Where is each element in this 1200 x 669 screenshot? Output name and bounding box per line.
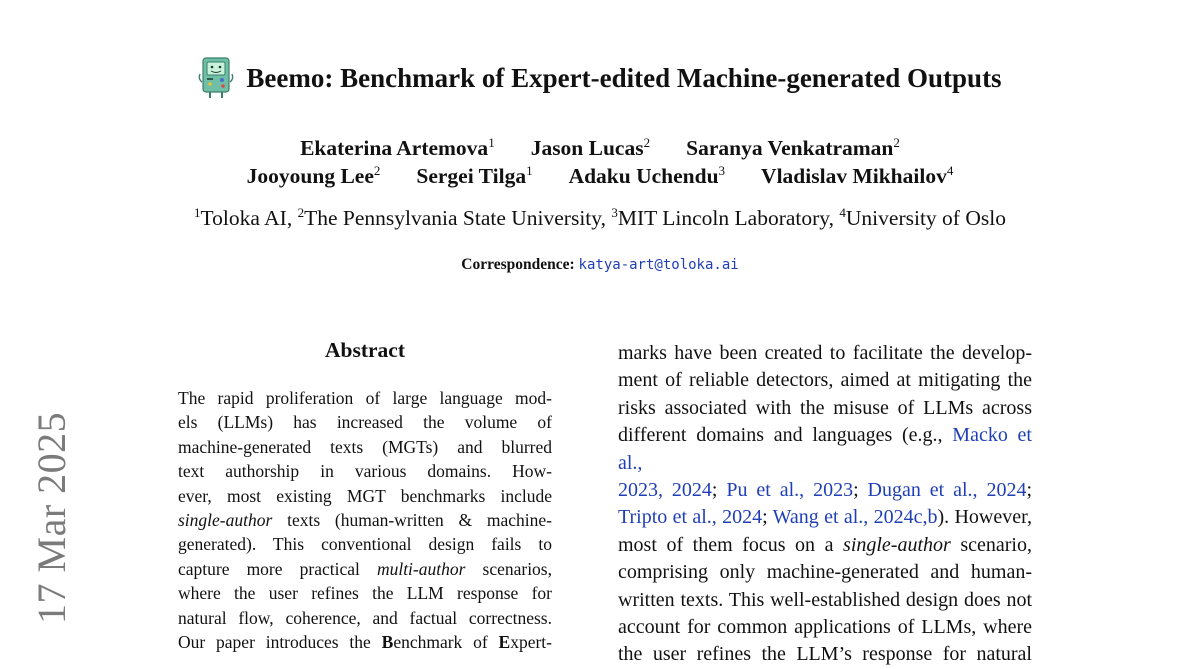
citation-link[interactable]: 2023, 2024 bbox=[618, 479, 712, 502]
correspondence bbox=[0, 256, 1200, 274]
text-run: generated). This conventional design fails to bbox=[178, 534, 552, 555]
intro-line bbox=[618, 614, 1032, 641]
text-run: single-author bbox=[178, 510, 273, 531]
intro-line bbox=[618, 641, 1032, 668]
text-run: the user refines the LLM’s response for natural bbox=[618, 643, 1032, 666]
abstract-heading: Abstract bbox=[324, 338, 405, 362]
text-run: marks have been created to facilitate the develop- bbox=[618, 342, 1032, 364]
text-run: ; bbox=[853, 479, 868, 502]
abstract-body bbox=[178, 386, 552, 654]
abstract-line bbox=[178, 630, 552, 654]
author-name bbox=[569, 162, 725, 190]
affiliation-marker: 1 bbox=[488, 135, 495, 150]
text-run: capture more practical bbox=[178, 558, 377, 579]
citation-link[interactable]: Dugan et al., 2024 bbox=[867, 479, 1027, 502]
author-line-1 bbox=[0, 134, 1200, 162]
correspondence-email-link[interactable]: katya-art@toloka.ai bbox=[578, 257, 739, 273]
affiliation-marker: 2 bbox=[643, 135, 651, 150]
text-run: Our paper introduces the bbox=[178, 632, 382, 653]
author-name-text: Jason Lucas bbox=[530, 136, 644, 160]
affiliation-name: Toloka AI, bbox=[200, 206, 298, 230]
affiliation-number: 2 bbox=[297, 205, 305, 220]
text-run: xpert- bbox=[510, 632, 552, 653]
author-name-text: Ekaterina Artemova bbox=[300, 136, 489, 160]
author-name-text: Adaku Uchendu bbox=[568, 164, 719, 188]
text-run: written texts. This well-established design does not bbox=[618, 588, 1032, 611]
author-name bbox=[686, 134, 900, 162]
text-run: multi-author bbox=[376, 558, 466, 579]
text-run: most of them focus on a bbox=[618, 533, 844, 556]
abstract-line bbox=[178, 581, 552, 605]
author-name bbox=[300, 134, 495, 162]
text-run: scenario, bbox=[950, 533, 1032, 556]
affiliation-name: The Pennsylvania State University, bbox=[304, 206, 612, 230]
abstract-line bbox=[178, 410, 552, 434]
text-run: ever, most existing MGT benchmarks include bbox=[178, 485, 552, 506]
paper-title: Beemo: Benchmark of Expert-edited Machine-generated Outputs bbox=[246, 62, 1002, 93]
abstract-line bbox=[178, 508, 552, 532]
abstract-line bbox=[178, 557, 552, 581]
intro-text-column bbox=[618, 340, 1032, 669]
text-run: machine-generated texts (MGTs) and blurred bbox=[178, 436, 552, 457]
affiliation-number: 4 bbox=[839, 205, 846, 220]
arxiv-date-stamp bbox=[18, 400, 78, 640]
citation-link[interactable]: Tripto et al., 2024 bbox=[618, 506, 763, 529]
text-run: ; bbox=[762, 506, 773, 529]
text-run: ; bbox=[1026, 479, 1033, 502]
title-row bbox=[0, 56, 1200, 100]
abstract-line bbox=[178, 435, 552, 459]
author-list bbox=[0, 134, 1200, 190]
author-name bbox=[761, 162, 953, 190]
text-run: texts (human-written & machine- bbox=[272, 510, 552, 531]
intro-line bbox=[618, 367, 1032, 394]
intro-line bbox=[618, 395, 1032, 422]
text-run: where the user refines the LLM response for bbox=[178, 583, 552, 604]
text-run: enchmark of bbox=[393, 632, 499, 653]
affiliation-name: MIT Lincoln Laboratory, bbox=[617, 206, 840, 230]
arxiv-date-text: 17 Mar 2025 bbox=[29, 411, 74, 624]
text-run: ment of reliable detectors, aimed at mitigating the bbox=[618, 369, 1032, 392]
text-run: different domains and languages (e.g., bbox=[618, 424, 953, 447]
intro-line bbox=[618, 587, 1032, 614]
intro-line bbox=[618, 532, 1032, 559]
intro-line bbox=[618, 422, 1032, 477]
bmo-robot-icon bbox=[198, 56, 236, 100]
author-name bbox=[247, 162, 381, 190]
intro-line bbox=[618, 559, 1032, 586]
abstract-line bbox=[178, 606, 552, 630]
text-run: E bbox=[498, 632, 511, 653]
affiliation-marker: 4 bbox=[946, 163, 954, 178]
text-run: scenarios, bbox=[465, 558, 552, 579]
text-run: account for common applications of LLMs, where bbox=[618, 616, 1032, 639]
text-run: The rapid proliferation of large language mod- bbox=[178, 388, 552, 408]
author-name-text: Jooyoung Lee bbox=[246, 164, 374, 188]
affiliation-marker: 1 bbox=[526, 163, 533, 178]
abstract-line bbox=[178, 532, 552, 556]
affiliation-marker: 3 bbox=[718, 163, 726, 178]
affiliation-marker: 2 bbox=[373, 163, 381, 178]
text-run: single-author bbox=[843, 533, 951, 556]
text-run: els (LLMs) has increased the volume of bbox=[178, 412, 552, 433]
text-run: text authorship in various domains. How- bbox=[178, 461, 552, 482]
abstract-line bbox=[178, 386, 552, 410]
text-run: ; bbox=[711, 479, 727, 502]
author-name bbox=[416, 162, 532, 190]
affiliation-marker: 2 bbox=[893, 135, 900, 150]
intro-line bbox=[618, 340, 1032, 367]
text-run: B bbox=[381, 632, 394, 653]
author-name-text: Sergei Tilga bbox=[416, 164, 527, 188]
text-run: natural flow, coherence, and factual correctness. bbox=[178, 607, 552, 628]
citation-link[interactable]: Wang et al., 2024c,b bbox=[772, 506, 938, 529]
text-run: risks associated with the misuse of LLMs across bbox=[618, 396, 1032, 419]
author-name bbox=[531, 134, 650, 162]
text-run: comprising only machine-generated and human- bbox=[618, 561, 1032, 584]
abstract-line bbox=[178, 459, 552, 483]
author-name-text: Vladislav Mikhailov bbox=[761, 164, 947, 188]
affiliations bbox=[0, 206, 1200, 231]
abstract-line bbox=[178, 484, 552, 508]
author-line-2 bbox=[0, 162, 1200, 190]
affiliation-name: University of Oslo bbox=[845, 206, 1006, 230]
intro-line bbox=[618, 504, 1032, 531]
affiliation-number: 1 bbox=[194, 205, 201, 220]
affiliation-number: 3 bbox=[611, 205, 618, 220]
intro-line bbox=[618, 477, 1032, 504]
citation-link[interactable]: Pu et al., 2023 bbox=[726, 479, 854, 502]
citation-link[interactable]: Macko et al., bbox=[618, 424, 1032, 474]
author-name-text: Saranya Venkatraman bbox=[686, 136, 894, 160]
text-run: ). However, bbox=[937, 506, 1032, 529]
correspondence-label: Correspondence: bbox=[461, 256, 575, 273]
